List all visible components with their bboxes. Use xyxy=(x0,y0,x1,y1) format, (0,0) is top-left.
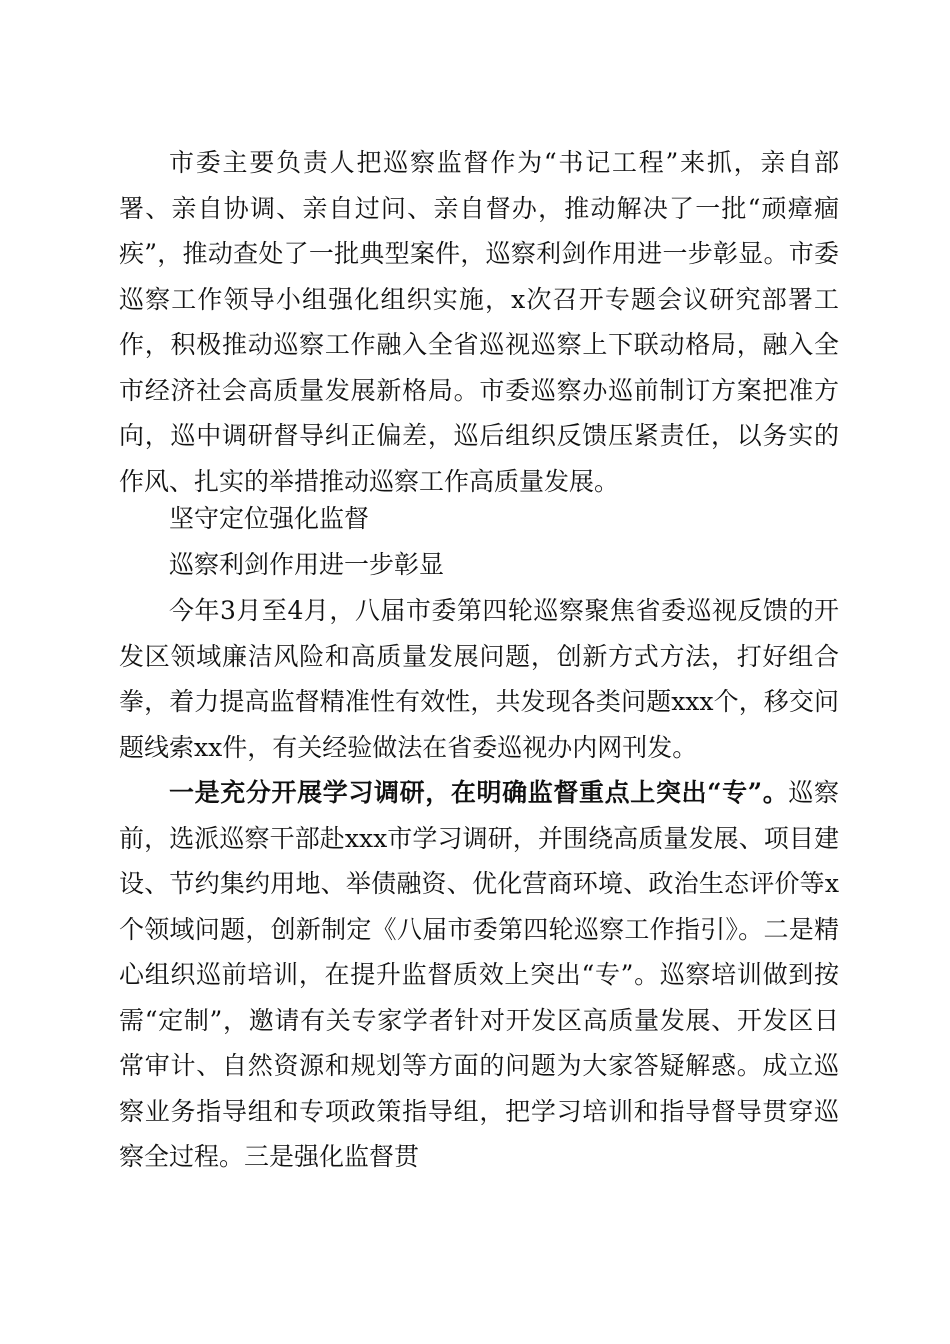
heading-2: 巡察利剑作用进一步彰显 xyxy=(169,549,445,579)
paragraph-block-intro xyxy=(119,140,839,504)
paragraph-block-body xyxy=(119,588,839,1180)
paragraph-2: 今年3月至4月，八届市委第四轮巡察聚焦省委巡视反馈的开发区领域廉洁风险和高质量发展问题，创新方式方法，打好组合拳，着力提高监督精准性有效性，共发现各类问题xxx个，移交问题线索xx件，有关经验做法在省委巡视办内网刊发。 xyxy=(119,596,839,762)
paragraph-3-lead: 一是充分开展学习调研，在明确监督重点上突出“专”。 xyxy=(169,778,789,807)
paragraph-3-body: 巡察前，选派巡察干部赴xxx市学习调研，并围绕高质量发展、项目建设、节约集约用地、举债融资、优化营商环境、政治生态评价等x个领域问题，创新制定《八届市委第四轮巡察工作指引》。二是精心组织巡前培训，在提升监督质效上突出“专”。巡察培训做到按需“定制”，邀请有关专家学者针对开发区高质量发展、开发区日常审计、自然资源和规划等方面的问题为大家答疑解惑。成立巡察业务指导组和专项政策指导组，把学习培训和指导督导贯穿巡察全过程。三是强化监督贯 xyxy=(119,778,839,1171)
paragraph-3 xyxy=(119,770,839,1180)
heading-1: 坚守定位强化监督 xyxy=(169,504,370,533)
section-headings xyxy=(119,496,839,587)
paragraph-1: 市委主要负责人把巡察监督作为“书记工程”来抓，亲自部署、亲自协调、亲自过问、亲自督办，推动解决了一批“顽瘴痼疾”，推动查处了一批典型案件，巡察利剑作用进一步彰显。市委巡察工作领导小组强化组织实施，x次召开专题会议研究部署工作，积极推动巡察工作融入全省巡视巡察上下联动格局，融入全市经济社会高质量发展新格局。市委巡察办巡前制订方案把准方向，巡中调研督导纠正偏差，巡后组织反馈压紧责任，以务实的作风、扎实的举措推动巡察工作高质量发展。 xyxy=(119,148,839,496)
